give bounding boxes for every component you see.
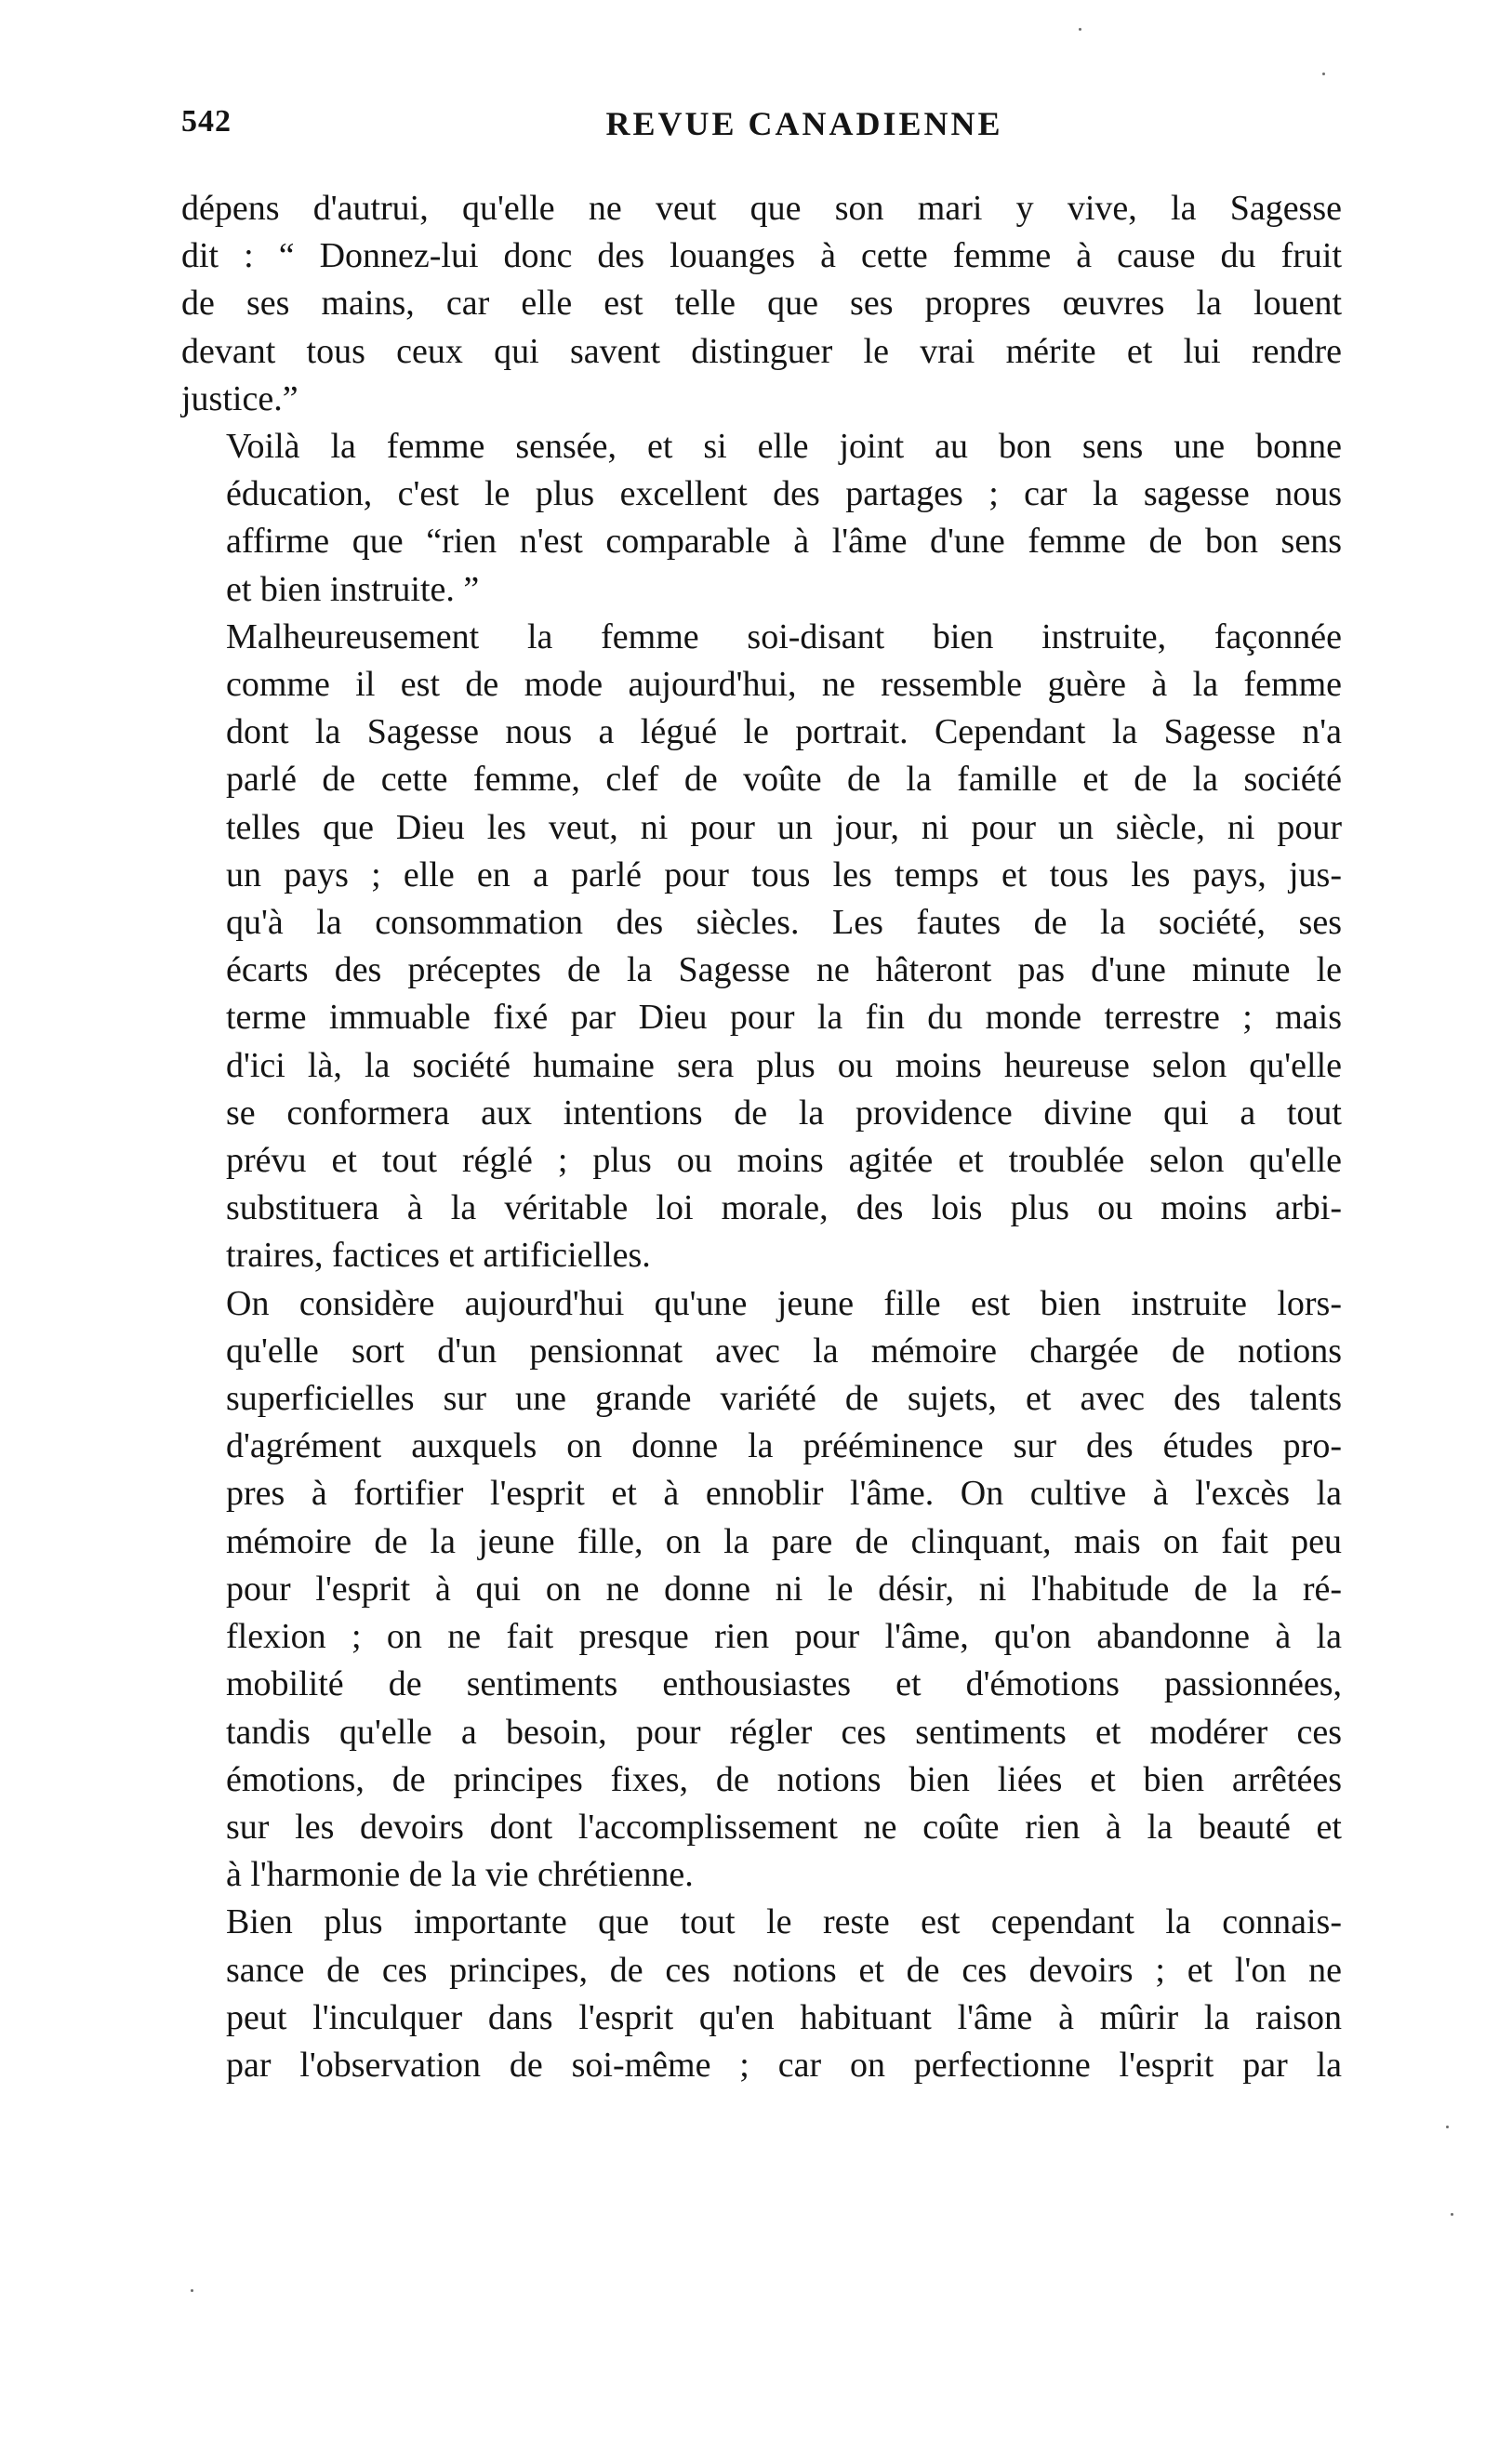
text-line: comme il est de mode aujourd'hui, ne ressemble guère à la femme — [226, 665, 1342, 705]
page-number: 542 — [181, 104, 232, 139]
text-line: Malheureusement la femme soi-disant bien instruite, façonnée — [226, 616, 1342, 656]
paragraph — [181, 1899, 1342, 2089]
text-line: mémoire de la jeune fille, on la pare de clinquant, mais on fait peu — [226, 1521, 1342, 1561]
text-line: superficielles sur une grande variété de sujets, et avec des talents — [226, 1379, 1342, 1419]
paragraph — [181, 1280, 1342, 1900]
text-line: tandis qu'elle a besoin, pour régler ces sentiments et modérer ces — [226, 1712, 1342, 1752]
scan-speck — [1079, 28, 1081, 31]
text-line: de ses mains, car elle est telle que ses propres œuvres la louent — [181, 284, 1342, 324]
text-line: et bien instruite. ” — [226, 569, 480, 609]
text-line: écarts des préceptes de la Sagesse ne hâteront pas d'une minute le — [226, 950, 1342, 990]
body-text — [181, 185, 1342, 2089]
text-line: parlé de cette femme, clef de voûte de la famille et de la société — [226, 760, 1342, 800]
text-line: Bien plus importante que tout le reste est cependant la connais- — [226, 1902, 1342, 1942]
text-line: qu'à la consommation des siècles. Les fautes de la société, ses — [226, 903, 1342, 943]
running-head — [181, 104, 1362, 160]
text-line: éducation, c'est le plus excellent des partages ; car la sagesse nous — [226, 474, 1342, 514]
scan-speck — [1322, 73, 1325, 75]
text-line: devant tous ceux qui savent distinguer le vrai mérite et lui rendre — [181, 331, 1342, 371]
scan-speck — [1446, 2126, 1449, 2128]
text-line: On considère aujourd'hui qu'une jeune fille est bien instruite lors- — [226, 1283, 1342, 1323]
text-line: dit : “ Donnez-lui donc des louanges à cette femme à cause du fruit — [181, 236, 1342, 276]
text-line: telles que Dieu les veut, ni pour un jour, ni pour un siècle, ni pour — [226, 807, 1342, 847]
text-line: par l'observation de soi-même ; car on perfectionne l'esprit par la — [226, 2045, 1342, 2085]
text-line: mobilité de sentiments enthousiastes et d'émotions passionnées, — [226, 1664, 1342, 1704]
paragraph — [181, 614, 1342, 1280]
text-line: d'agrément auxquels on donne la prééminence sur des études pro- — [226, 1426, 1342, 1466]
text-line: sance de ces principes, de ces notions et de ces devoirs ; et l'on ne — [226, 1950, 1342, 1990]
paragraph — [181, 185, 1342, 423]
text-line: qu'elle sort d'un pensionnat avec la mémoire chargée de notions — [226, 1331, 1342, 1371]
text-line: affirme que “rien n'est comparable à l'âme d'une femme de bon sens — [226, 522, 1342, 562]
text-line: peut l'inculquer dans l'esprit qu'en habituant l'âme à mûrir la raison — [226, 1997, 1342, 2037]
text-line: à l'harmonie de la vie chrétienne. — [226, 1855, 694, 1895]
text-line: substituera à la véritable loi morale, des lois plus ou moins arbi- — [226, 1188, 1342, 1228]
text-line: prévu et tout réglé ; plus ou moins agitée et troublée selon qu'elle — [226, 1141, 1342, 1181]
text-line: traires, factices et artificielles. — [226, 1236, 651, 1276]
scan-speck — [191, 2289, 193, 2292]
text-line: flexion ; on ne fait presque rien pour l'âme, qu'on abandonne à la — [226, 1617, 1342, 1657]
text-line: se conformera aux intentions de la providence divine qui a tout — [226, 1093, 1342, 1133]
text-line: dont la Sagesse nous a légué le portrait. Cependant la Sagesse n'a — [226, 712, 1342, 752]
text-line: émotions, de principes fixes, de notions bien liées et bien arrêtées — [226, 1759, 1342, 1799]
text-line: Voilà la femme sensée, et si elle joint au bon sens une bonne — [226, 427, 1342, 467]
text-line: pour l'esprit à qui on ne donne ni le désir, ni l'habitude de la ré- — [226, 1569, 1342, 1609]
text-line: pres à fortifier l'esprit et à ennoblir l'âme. On cultive à l'excès la — [226, 1474, 1342, 1514]
text-line: justice.” — [181, 378, 298, 418]
text-line: terme immuable fixé par Dieu pour la fin du monde terrestre ; mais — [226, 998, 1342, 1038]
text-line: d'ici là, la société humaine sera plus ou moins heureuse selon qu'elle — [226, 1045, 1342, 1085]
scan-speck — [1451, 2213, 1453, 2216]
text-line: un pays ; elle en a parlé pour tous les temps et tous les pays, jus- — [226, 855, 1342, 894]
paragraph — [181, 423, 1342, 614]
text-line: dépens d'autrui, qu'elle ne veut que son mari y vive, la Sagesse — [181, 189, 1342, 228]
journal-title: REVUE CANADIENNE — [605, 105, 1003, 142]
text-line: sur les devoirs dont l'accomplissement ne coûte rien à la beauté et — [226, 1807, 1342, 1847]
